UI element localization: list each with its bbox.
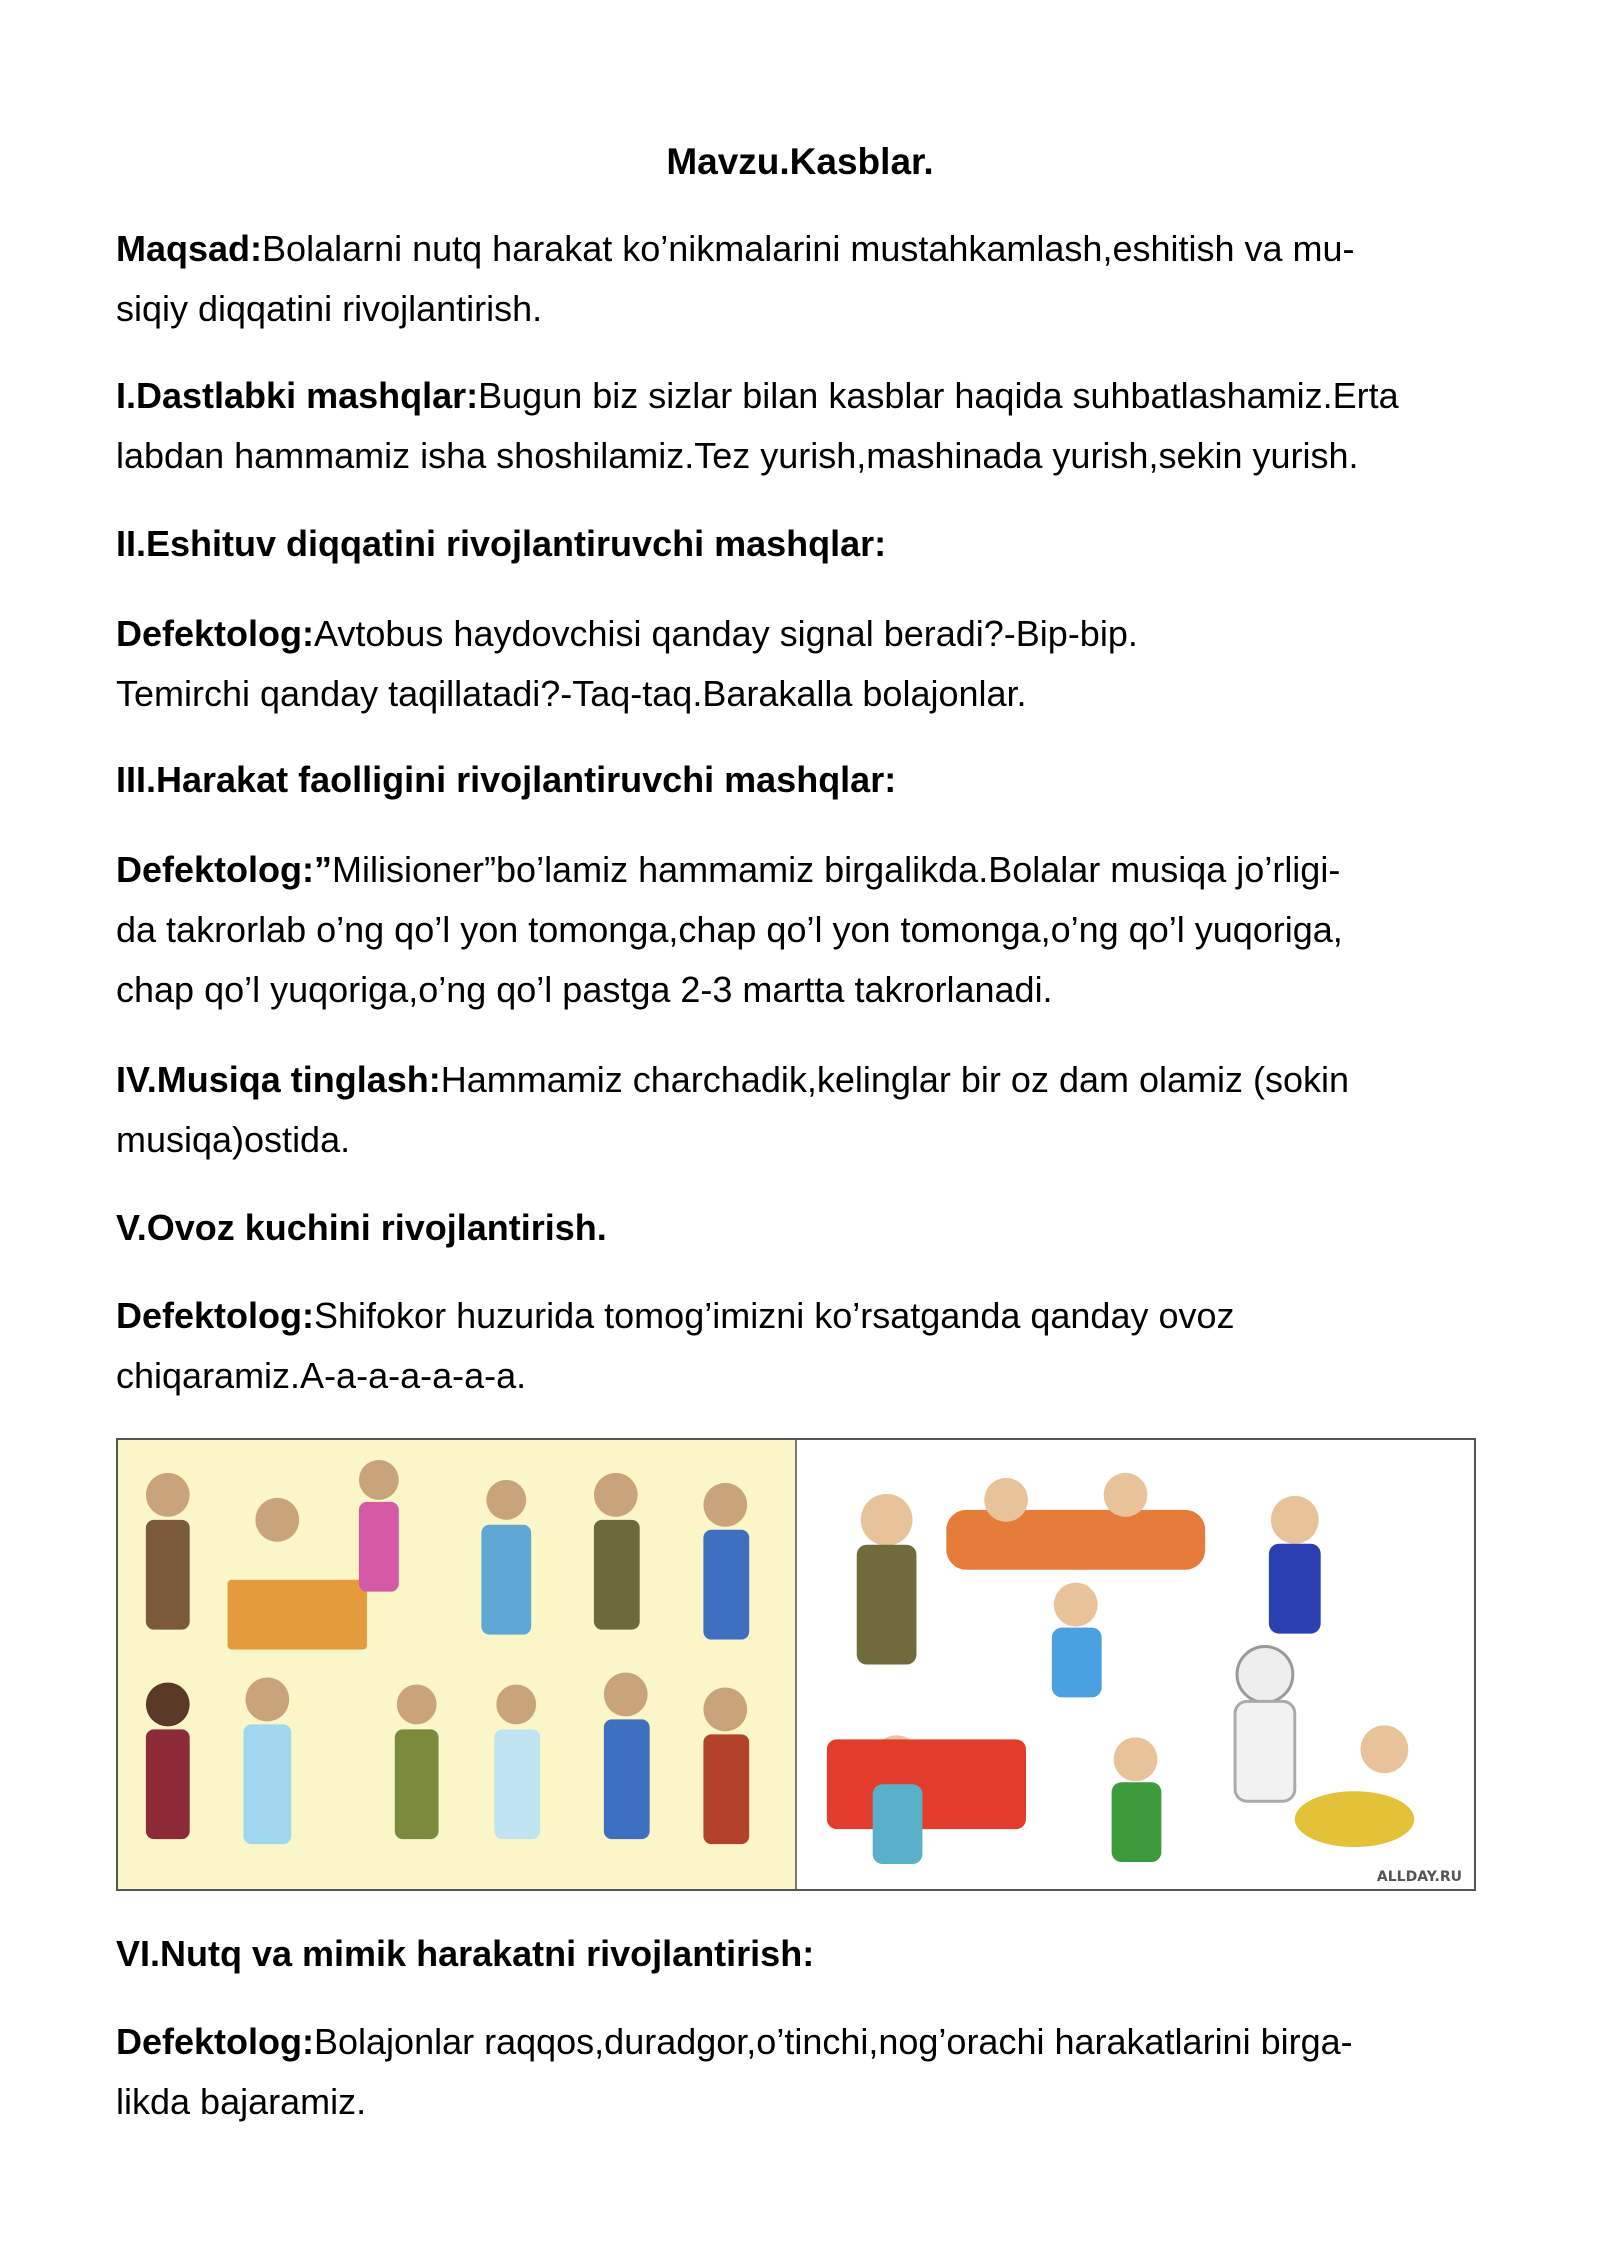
goal-text-line1: Bolalarni nutq harakat ko’nikmalarini mustahkamlash,eshitish va mu-	[262, 228, 1355, 269]
section-3-text-line1: Milisioner”bo’lamiz hammamiz birgalikda.Bolalar musiqa jo’rligi-	[332, 849, 1341, 890]
section-6-heading-text: VI.Nutq va mimik harakatni rivojlantirish:	[116, 1933, 815, 1974]
section-6-text-line1: Bolajonlar raqqos,duradgor,o’tinchi,nog’orachi harakatlarini birga-	[314, 2021, 1353, 2062]
section-2-paragraph	[116, 604, 1496, 724]
section-4-paragraph	[116, 1050, 1496, 1170]
section-2-heading-text: II.Eshituv diqqatini rivojlantiruvchi mashqlar:	[116, 523, 887, 564]
goal-text-line2: siqiy diqqatini rivojlantirish.	[116, 288, 543, 329]
section-3-label: Defektolog:”	[116, 849, 332, 890]
section-3-paragraph	[116, 840, 1496, 1020]
section-4-text-line2: musiqa)ostida.	[116, 1119, 351, 1160]
section-6-text-line2: likda bajaramiz.	[116, 2081, 367, 2122]
section-1-label: I.Dastlabki mashqlar:	[116, 375, 479, 416]
section-4-text-line1: Hammamiz charchadik,kelinglar bir oz dam olamiz (sokin	[440, 1059, 1350, 1100]
section-2-heading	[116, 514, 1496, 574]
section-3-text-line2: da takrorlab o’ng qo’l yon tomonga,chap qo’l yon tomonga,o’ng qo’l yuqoriga,	[116, 909, 1343, 950]
section-6-paragraph	[116, 2012, 1496, 2132]
professions-collage-left	[118, 1440, 797, 1889]
section-5-label: Defektolog:	[116, 1295, 314, 1336]
goal-label: Maqsad:	[116, 228, 263, 269]
section-6-heading	[116, 1924, 1496, 1984]
section-1-text-line2: labdan hammamiz isha shoshilamiz.Tez yurish,mashinada yurish,sekin yurish.	[116, 435, 1359, 476]
section-4-label: IV.Musiqa tinglash:	[116, 1059, 441, 1100]
section-5-heading	[116, 1198, 1496, 1258]
page-title: Mavzu.Kasblar.	[666, 141, 934, 182]
section-5-text-line2: chiqaramiz.A-a-a-a-a-a-a.	[116, 1355, 527, 1396]
section-6-label: Defektolog:	[116, 2021, 314, 2062]
section-3-text-line3: chap qo’l yuqoriga,o’ng qo’l pastga 2-3 martta takrorlanadi.	[116, 969, 1053, 1010]
section-2-label: Defektolog:	[116, 613, 314, 654]
section-1-text-line1: Bugun biz sizlar bilan kasblar haqida suhbatlashamiz.Erta	[478, 375, 1399, 416]
child-professions-figures	[797, 1440, 1474, 1889]
illustration-watermark: ALLDAY.RU	[1376, 1869, 1462, 1885]
section-2-text-line2: Temirchi qanday taqillatadi?-Taq-taq.Barakalla bolajonlar.	[116, 673, 1027, 714]
goal-paragraph	[116, 219, 1496, 339]
professions-illustration	[116, 1438, 1476, 1891]
section-5-paragraph	[116, 1286, 1496, 1406]
section-3-heading	[116, 750, 1496, 810]
section-3-heading-text: III.Harakat faolligini rivojlantiruvchi mashqlar:	[116, 759, 897, 800]
section-5-text-line1: Shifokor huzurida tomog’imizni ko’rsatganda qanday ovoz	[314, 1295, 1235, 1336]
professions-collage-right	[797, 1440, 1474, 1889]
section-1-paragraph	[116, 366, 1496, 486]
section-2-text-line1: Avtobus haydovchisi qanday signal beradi?-Bip-bip.	[314, 613, 1138, 654]
section-5-heading-text: V.Ovoz kuchini rivojlantirish.	[116, 1207, 607, 1248]
adult-professions-figures	[118, 1440, 795, 1889]
